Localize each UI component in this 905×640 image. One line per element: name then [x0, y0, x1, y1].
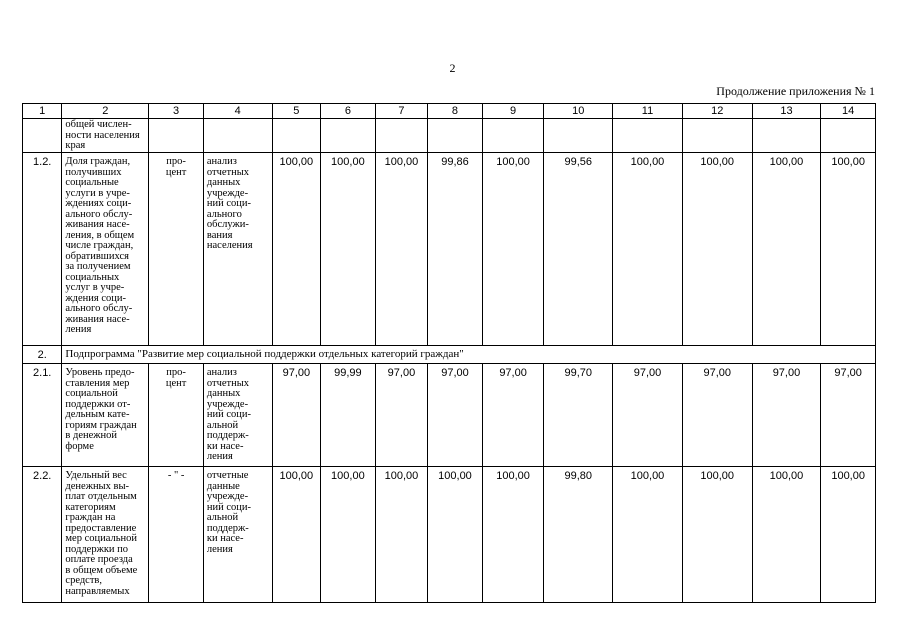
value-cell: 99,80 — [544, 467, 613, 603]
row-number: 2.2. — [23, 467, 62, 603]
header-cell: 14 — [821, 104, 876, 119]
value-cell: 100,00 — [482, 467, 544, 603]
indicator-name: Доля граждан, получивших социальные услуги в учре- ждениях соци- ального обслу- живания насе- ления, в общем числе граждан, обратившихся за получением социальных услуг в учре- ждения соци- ального обслу- живания насе- ления — [62, 153, 149, 346]
value-cell — [544, 119, 613, 153]
header-cell: 12 — [682, 104, 752, 119]
value-cell: 100,00 — [482, 153, 544, 346]
header-cell: 10 — [544, 104, 613, 119]
row-number — [23, 119, 62, 153]
header-cell: 2 — [62, 104, 149, 119]
header-cell: 13 — [752, 104, 821, 119]
value-cell: 100,00 — [375, 153, 428, 346]
value-cell: 97,00 — [752, 364, 821, 467]
unit-cell: - " - — [149, 467, 204, 603]
value-cell: 100,00 — [428, 467, 483, 603]
appendix-continuation-note: Продолжение приложения № 1 — [716, 84, 875, 98]
table-row-continuation — [23, 119, 876, 153]
header-cell: 9 — [482, 104, 544, 119]
indicator-name: Удельный вес денежных вы- плат отдельным категориям граждан на предоставление мер социальной поддержки по оплате проезда в общем объеме средств, направляемых — [62, 467, 149, 603]
value-cell: 97,00 — [682, 364, 752, 467]
unit-cell: про- цент — [149, 153, 204, 346]
value-cell — [482, 119, 544, 153]
row-number: 1.2. — [23, 153, 62, 346]
value-cell: 100,00 — [321, 467, 376, 603]
value-cell — [752, 119, 821, 153]
header-cell: 11 — [613, 104, 683, 119]
value-cell: 97,00 — [272, 364, 321, 467]
value-cell — [272, 119, 321, 153]
value-cell — [821, 119, 876, 153]
source-cell: анализ отчетных данных учрежде- ний соци- альной поддерж- ки насе- ления — [203, 364, 272, 467]
subprogram-title: Подпрограмма "Развитие мер социальной поддержки отдельных категорий граждан" — [62, 346, 876, 364]
indicator-name: Уровень предо- ставления мер социальной поддержки от- дельным кате- гориям граждан в денежной форме — [62, 364, 149, 467]
header-cell: 4 — [203, 104, 272, 119]
value-cell: 100,00 — [613, 153, 683, 346]
value-cell: 99,70 — [544, 364, 613, 467]
header-cell: 6 — [321, 104, 376, 119]
value-cell — [613, 119, 683, 153]
value-cell: 97,00 — [375, 364, 428, 467]
value-cell: 100,00 — [682, 467, 752, 603]
table-row-section-2 — [23, 346, 876, 364]
value-cell: 100,00 — [613, 467, 683, 603]
value-cell: 97,00 — [428, 364, 483, 467]
value-cell: 97,00 — [613, 364, 683, 467]
value-cell: 100,00 — [321, 153, 376, 346]
header-cell: 1 — [23, 104, 62, 119]
value-cell — [428, 119, 483, 153]
header-cell: 3 — [149, 104, 204, 119]
value-cell: 100,00 — [375, 467, 428, 603]
page-number: 2 — [449, 61, 456, 75]
table-row-1-2 — [23, 153, 876, 346]
value-cell: 100,00 — [272, 153, 321, 346]
value-cell: 99,99 — [321, 364, 376, 467]
source-cell: отчетные данные учрежде- ний соци- альной поддерж- ки насе- ления — [203, 467, 272, 603]
value-cell: 100,00 — [682, 153, 752, 346]
value-cell: 99,86 — [428, 153, 483, 346]
row-number: 2.1. — [23, 364, 62, 467]
unit-cell — [149, 119, 204, 153]
value-cell: 100,00 — [752, 467, 821, 603]
value-cell: 97,00 — [821, 364, 876, 467]
header-cell: 8 — [428, 104, 483, 119]
value-cell — [682, 119, 752, 153]
indicators-table — [22, 103, 876, 603]
value-cell — [375, 119, 428, 153]
value-cell: 100,00 — [752, 153, 821, 346]
unit-cell: про- цент — [149, 364, 204, 467]
value-cell: 99,56 — [544, 153, 613, 346]
table-row-2-1 — [23, 364, 876, 467]
value-cell: 100,00 — [272, 467, 321, 603]
row-number: 2. — [23, 346, 62, 364]
value-cell — [321, 119, 376, 153]
source-cell — [203, 119, 272, 153]
indicator-name: общей числен- ности населения края — [62, 119, 149, 153]
column-number-header-row — [23, 104, 876, 119]
value-cell: 100,00 — [821, 153, 876, 346]
header-cell: 5 — [272, 104, 321, 119]
value-cell: 97,00 — [482, 364, 544, 467]
source-cell: анализ отчетных данных учрежде- ний соци- ального обслужи- вания населения — [203, 153, 272, 346]
value-cell: 100,00 — [821, 467, 876, 603]
table-row-2-2 — [23, 467, 876, 603]
header-cell: 7 — [375, 104, 428, 119]
